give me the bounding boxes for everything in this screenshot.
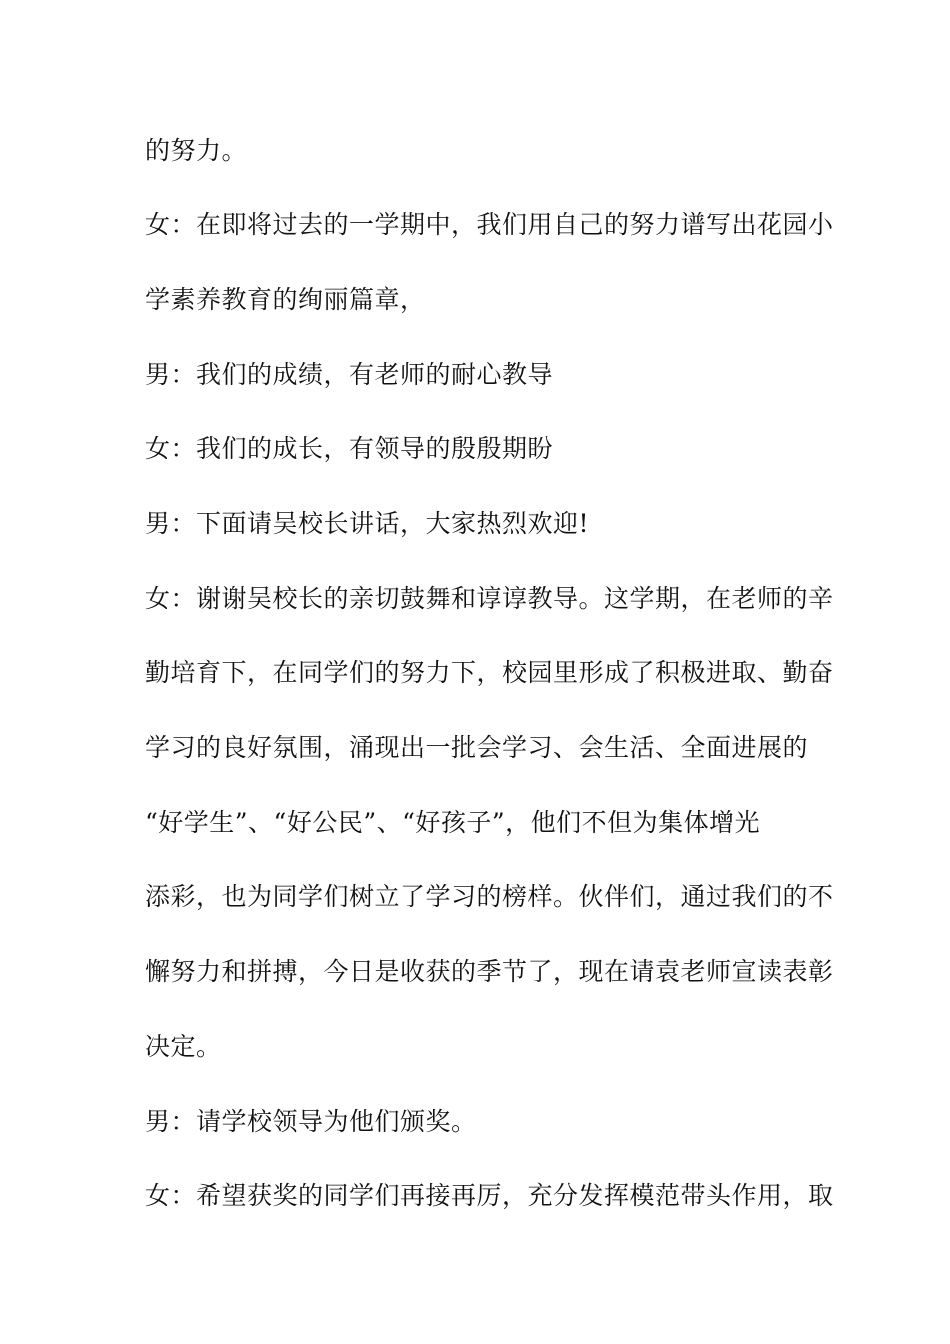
text-line: 女：谢谢吴校长的亲切鼓舞和谆谆教导。这学期，在老师的辛 <box>145 584 834 613</box>
text-line: 学素养教育的绚丽篇章， <box>145 285 426 314</box>
text-line: 添彩，也为同学们树立了学习的榜样。伙伴们，通过我们的不 <box>145 882 834 911</box>
text-line: 懈努力和拼搏，今日是收获的季节了，现在请袁老师宣读表彰 <box>145 957 834 986</box>
text-line: 男：请学校领导为他们颁奖。 <box>145 1107 477 1136</box>
text-line: 学习的良好氛围，涌现出一批会学习、会生活、全面进展的 <box>145 733 809 762</box>
text-line: 男：我们的成绩，有老师的耐心教导 <box>145 360 554 389</box>
text-line: 勤培育下，在同学们的努力下，校园里形成了积极进取、勤奋 <box>145 658 834 687</box>
text-line: 女：我们的成长，有领导的殷殷期盼 <box>145 434 554 463</box>
text-line: 决定。 <box>145 1032 222 1061</box>
text-line: 女：在即将过去的一学期中，我们用自己的努力谱写出花园小 <box>145 210 834 239</box>
text-line: 的努力。 <box>145 136 248 165</box>
text-line: “好学生”、“好公民”、“好孩子”，他们不但为集体增光 <box>145 808 761 837</box>
text-line: 男：下面请吴校长讲话，大家热烈欢迎! <box>145 509 590 538</box>
text-line: 女：希望获奖的同学们再接再厉，充分发挥模范带头作用，取 <box>145 1181 834 1210</box>
